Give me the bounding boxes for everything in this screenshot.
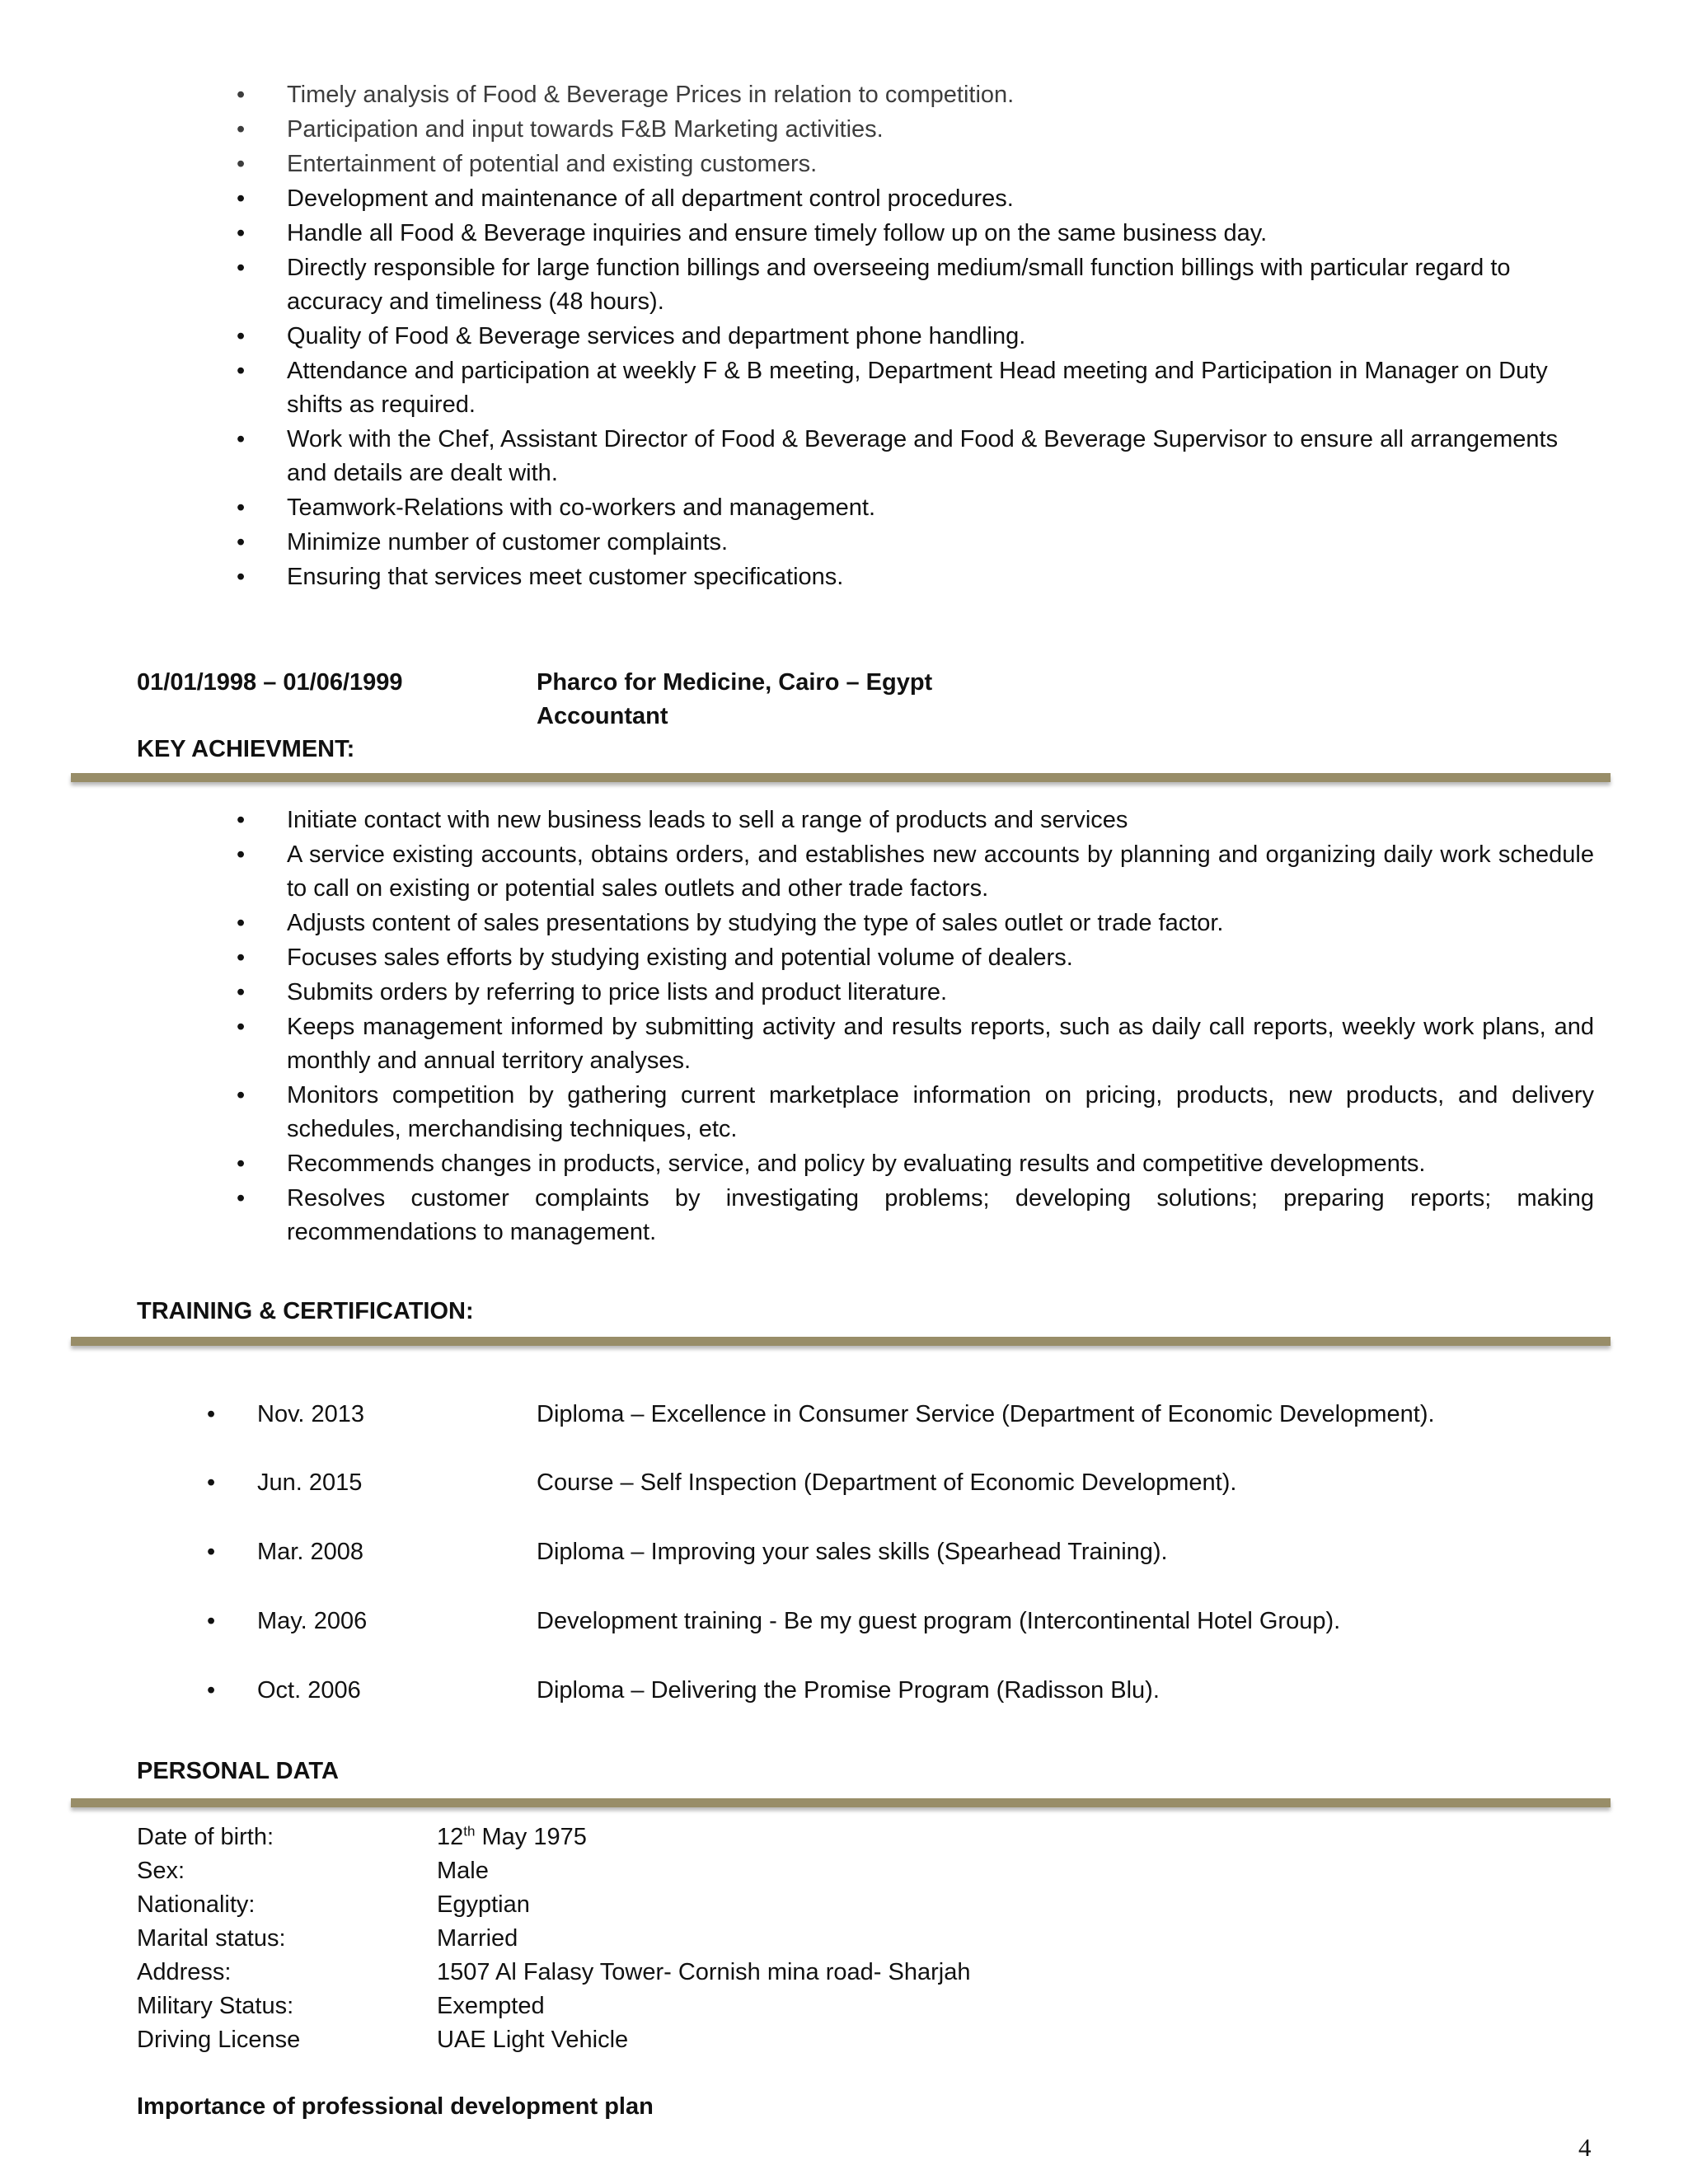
list-item: • Participation and input towards F&B Marketing activities. bbox=[0, 113, 1688, 147]
bullet-icon: • bbox=[237, 841, 246, 868]
field-value: UAE Light Vehicle bbox=[437, 2027, 629, 2053]
field-label: Military Status: bbox=[137, 1993, 294, 2019]
list-item: • Adjusts content of sales presentations by studying the type of sales outlet or trade factor. bbox=[0, 907, 1688, 940]
bullet-icon: • bbox=[237, 1082, 246, 1108]
development-plan-heading: Importance of professional development plan bbox=[137, 2093, 654, 2120]
field-value: Egyptian bbox=[437, 1891, 530, 1918]
bullet-icon: • bbox=[237, 944, 246, 971]
bullet-icon: • bbox=[237, 1185, 246, 1212]
bullet-icon: • bbox=[237, 807, 246, 833]
list-item: • Attendance and participation at weekly F & B meeting, Department Head meeting and Participation in Manager on Duty shifts as required. bbox=[0, 354, 1688, 422]
duties-list bbox=[0, 78, 1688, 595]
bullet-icon: • bbox=[237, 910, 246, 936]
bullet-icon: • bbox=[207, 1539, 216, 1565]
personal-row bbox=[0, 1990, 1688, 2023]
personal-data-heading: PERSONAL DATA bbox=[137, 1758, 339, 1784]
list-item: • Timely analysis of Food & Beverage Prices in relation to competition. bbox=[0, 78, 1688, 112]
bullet-icon: • bbox=[237, 82, 246, 108]
bullet-icon: • bbox=[237, 116, 246, 143]
training-item bbox=[0, 1605, 1688, 1638]
training-desc: Diploma – Improving your sales skills (Spearhead Training). bbox=[537, 1539, 1168, 1565]
list-item: • Teamwork-Relations with co-workers and management. bbox=[0, 491, 1688, 525]
bullet-icon: • bbox=[207, 1469, 216, 1496]
personal-row bbox=[0, 1956, 1688, 1990]
list-item: • Development and maintenance of all department control procedures. bbox=[0, 182, 1688, 216]
section-divider bbox=[71, 1798, 1611, 1807]
training-item bbox=[0, 1674, 1688, 1708]
section-divider bbox=[71, 1337, 1611, 1346]
field-label: Address: bbox=[137, 1959, 232, 1985]
field-label: Nationality: bbox=[137, 1891, 256, 1918]
list-item: • Recommends changes in products, service, and policy by evaluating results and competitive developments. bbox=[0, 1147, 1688, 1181]
training-item bbox=[0, 1466, 1688, 1500]
training-date: Oct. 2006 bbox=[257, 1677, 361, 1704]
bullet-icon: • bbox=[237, 1151, 246, 1177]
bullet-icon: • bbox=[237, 1014, 246, 1040]
list-item: • Directly responsible for large function billings and overseeing medium/small function billings with particular regard to accuracy and timeliness (48 hours). bbox=[0, 251, 1688, 319]
bullet-icon: • bbox=[237, 979, 246, 1005]
list-item: • Quality of Food & Beverage services and department phone handling. bbox=[0, 320, 1688, 354]
list-item: • Keeps management informed by submitting activity and results reports, such as daily call reports, weekly work plans, and monthly and annual territory analyses. bbox=[0, 1010, 1688, 1078]
field-value: 1507 Al Falasy Tower- Cornish mina road- Sharjah bbox=[437, 1959, 971, 1985]
bullet-icon: • bbox=[237, 185, 246, 212]
bullet-icon: • bbox=[237, 426, 246, 452]
job-company: Pharco for Medicine, Cairo – Egypt bbox=[537, 669, 933, 696]
list-item: • Resolves customer complaints by investigating problems; developing solutions; preparing reports; making recommendations to management. bbox=[0, 1182, 1688, 1249]
training-date: May. 2006 bbox=[257, 1608, 368, 1634]
bullet-icon: • bbox=[207, 1608, 216, 1634]
bullet-icon: • bbox=[237, 529, 246, 555]
bullet-icon: • bbox=[237, 323, 246, 349]
training-heading: TRAINING & CERTIFICATION: bbox=[137, 1298, 474, 1324]
list-item: • Entertainment of potential and existing customers. bbox=[0, 148, 1688, 181]
training-desc: Diploma – Delivering the Promise Program (Radisson Blu). bbox=[537, 1677, 1160, 1704]
field-label: Sex: bbox=[137, 1858, 185, 1884]
field-value: Married bbox=[437, 1925, 518, 1952]
list-item: • A service existing accounts, obtains orders, and establishes new accounts by planning and organizing daily work schedule to call on existing or potential sales outlets and other trade factors. bbox=[0, 838, 1688, 906]
personal-row bbox=[0, 1888, 1688, 1922]
bullet-icon: • bbox=[237, 255, 246, 281]
achievement-list bbox=[0, 804, 1688, 1250]
field-label: Driving License bbox=[137, 2027, 301, 2053]
bullet-icon: • bbox=[237, 151, 246, 177]
field-value: Male bbox=[437, 1858, 489, 1884]
bullet-icon: • bbox=[237, 358, 246, 384]
bullet-icon: • bbox=[207, 1401, 216, 1427]
list-item: • Monitors competition by gathering current marketplace information on pricing, products, new products, and delivery schedules, merchandising techniques, etc. bbox=[0, 1079, 1688, 1146]
field-label: Marital status: bbox=[137, 1925, 286, 1952]
bullet-icon: • bbox=[237, 564, 246, 590]
job-position: Accountant bbox=[537, 703, 668, 729]
field-value: Exempted bbox=[437, 1993, 545, 2019]
page-number: 4 bbox=[1578, 2133, 1592, 2162]
training-item bbox=[0, 1398, 1688, 1432]
personal-row bbox=[0, 1854, 1688, 1888]
bullet-icon: • bbox=[237, 220, 246, 246]
training-date: Jun. 2015 bbox=[257, 1469, 363, 1496]
training-desc: Diploma – Excellence in Consumer Service (Department of Economic Development). bbox=[537, 1401, 1435, 1427]
list-item: • Initiate contact with new business leads to sell a range of products and services bbox=[0, 804, 1688, 837]
personal-row bbox=[0, 1922, 1688, 1956]
list-item: • Ensuring that services meet customer specifications. bbox=[0, 560, 1688, 594]
bullet-icon: • bbox=[207, 1677, 216, 1704]
personal-row-dob bbox=[0, 1821, 1688, 1854]
list-item: • Handle all Food & Beverage inquiries and ensure timely follow up on the same business day. bbox=[0, 217, 1688, 251]
bullet-icon: • bbox=[237, 494, 246, 521]
list-item: • Focuses sales efforts by studying existing and potential volume of dealers. bbox=[0, 941, 1688, 975]
personal-row bbox=[0, 2023, 1688, 2057]
field-label: Date of birth: bbox=[137, 1824, 274, 1850]
training-desc: Development training - Be my guest program (Intercontinental Hotel Group). bbox=[537, 1608, 1341, 1634]
training-date: Nov. 2013 bbox=[257, 1401, 365, 1427]
training-date: Mar. 2008 bbox=[257, 1539, 363, 1565]
list-item: • Minimize number of customer complaints. bbox=[0, 526, 1688, 560]
list-item: • Submits orders by referring to price lists and product literature. bbox=[0, 976, 1688, 1010]
key-achievement-heading: KEY ACHIEVMENT: bbox=[137, 736, 355, 762]
section-divider bbox=[71, 773, 1611, 782]
training-desc: Course – Self Inspection (Department of Economic Development). bbox=[537, 1469, 1237, 1496]
job-dates: 01/01/1998 – 01/06/1999 bbox=[137, 669, 403, 696]
list-item: • Work with the Chef, Assistant Director of Food & Beverage and Food & Beverage Supervisor to ensure all arrangements and details are dealt with. bbox=[0, 423, 1688, 490]
training-item bbox=[0, 1535, 1688, 1569]
field-value: 12th May 1975 bbox=[437, 1823, 587, 1850]
